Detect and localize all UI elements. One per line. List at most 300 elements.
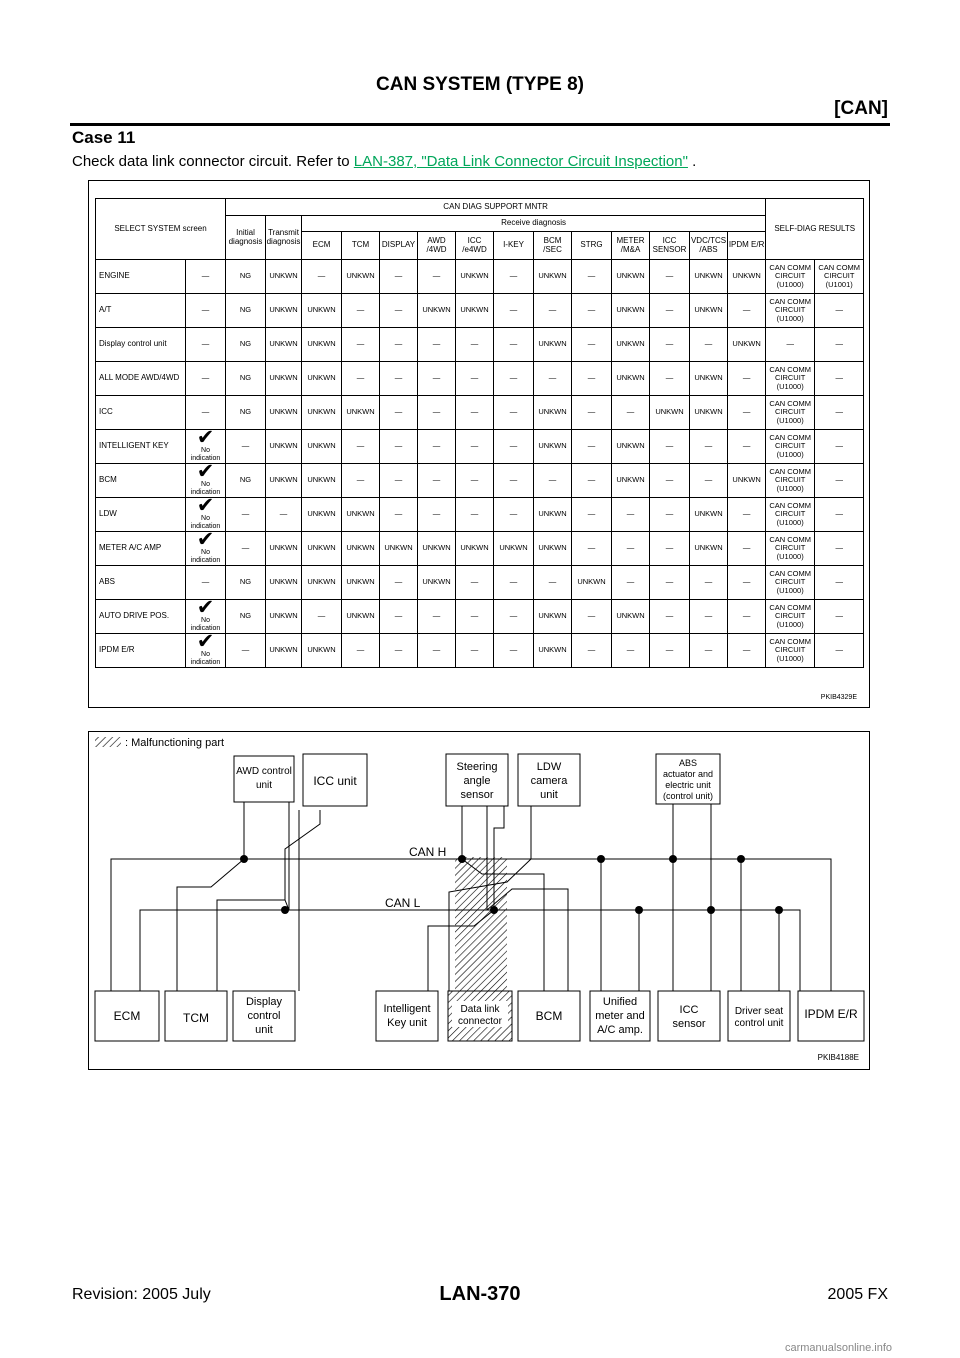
self-diag-cell: CAN COMM CIRCUIT (U1000)	[766, 566, 815, 600]
receive-cell: —	[342, 328, 380, 362]
abs-actuator-unit	[656, 754, 720, 804]
diagram-image-code: PKIB4188E	[817, 1053, 859, 1062]
receive-cell: —	[650, 430, 690, 464]
receive-cell: UNKWN	[456, 532, 494, 566]
receive-cell: —	[650, 498, 690, 532]
receive-cell: UNKWN	[380, 532, 418, 566]
self-diag-cell: CAN COMM CIRCUIT (U1000)	[766, 600, 815, 634]
receive-cell: —	[650, 600, 690, 634]
table-row	[96, 294, 864, 328]
receive-cell: UNKWN	[302, 362, 342, 396]
receive-column-header: VDC/TCS /ABS	[690, 232, 728, 260]
receive-cell: UNKWN	[534, 328, 572, 362]
initial-cell: —	[186, 260, 226, 294]
receive-column-header: TCM	[342, 232, 380, 260]
receive-cell: —	[380, 634, 418, 668]
system-name: BCM	[96, 464, 186, 498]
check-icon: ✔	[196, 531, 215, 551]
awd-control-unit	[234, 756, 294, 802]
table-row	[96, 396, 864, 430]
self-diag-cell: CAN COMM CIRCUIT (U1000)	[766, 260, 815, 294]
receive-cell: —	[494, 430, 534, 464]
receive-cell: —	[572, 600, 612, 634]
receive-cell: UNKWN	[534, 600, 572, 634]
awd-line-2: unit	[255, 780, 273, 791]
receive-cell: UNKWN	[342, 566, 380, 600]
transmit-cell: NG	[226, 328, 266, 362]
receive-cell: UNKWN	[690, 396, 728, 430]
initial-ok-cell	[186, 464, 226, 498]
self-diag-cell: —	[815, 328, 864, 362]
receive-cell: —	[572, 532, 612, 566]
receive-cell: UNKWN	[266, 328, 302, 362]
receive-cell: UNKWN	[418, 294, 456, 328]
receive-cell: —	[380, 464, 418, 498]
receive-cell: —	[380, 566, 418, 600]
instruction-suffix: .	[687, 153, 697, 170]
receive-cell: UNKWN	[612, 294, 650, 328]
receive-cell: —	[534, 464, 572, 498]
receive-cell: UNKWN	[266, 294, 302, 328]
can-diagnosis-table	[95, 198, 864, 668]
model-year: 2005 FX	[827, 1286, 888, 1303]
initial-diagnosis-header: Initial diagnosis	[226, 216, 266, 260]
initial-ok-cell	[186, 498, 226, 532]
receive-cell: UNKWN	[266, 430, 302, 464]
receive-column-header: BCM /SEC	[534, 232, 572, 260]
legend-hatch-swatch	[95, 737, 121, 747]
icc-unit	[303, 754, 367, 806]
receive-cell: —	[418, 430, 456, 464]
initial-cell: —	[186, 396, 226, 430]
receive-cell: —	[572, 328, 612, 362]
transmit-cell: NG	[226, 294, 266, 328]
receive-cell: UNKWN	[302, 566, 342, 600]
reference-link[interactable]: LAN-387, "Data Link Connector Circuit Inspection"	[353, 153, 688, 170]
table-row	[96, 498, 864, 532]
transmit-cell: NG	[226, 396, 266, 430]
receive-cell: UNKWN	[342, 260, 380, 294]
receive-cell: UNKWN	[534, 260, 572, 294]
receive-cell: —	[456, 464, 494, 498]
receive-cell: UNKWN	[534, 498, 572, 532]
self-diag-cell: CAN COMM CIRCUIT (U1000)	[766, 498, 815, 532]
receive-cell: UNKWN	[302, 634, 342, 668]
system-name: LDW	[96, 498, 186, 532]
receive-cell: UNKWN	[534, 430, 572, 464]
check-icon: ✔	[196, 429, 215, 449]
table-row	[96, 600, 864, 634]
no-indication-label: No indication	[190, 616, 221, 632]
abs-line-4: (control unit)	[662, 791, 714, 801]
self-diag-cell: —	[815, 362, 864, 396]
receive-cell: —	[690, 600, 728, 634]
initial-cell: —	[186, 294, 226, 328]
self-diag-cell: —	[815, 600, 864, 634]
self-diag-cell: CAN COMM CIRCUIT (U1000)	[766, 634, 815, 668]
receive-cell: —	[494, 294, 534, 328]
receive-cell: UNKWN	[612, 260, 650, 294]
steering-line-1: Steering	[456, 761, 498, 773]
self-diag-cell: CAN COMM CIRCUIT (U1000)	[766, 396, 815, 430]
receive-cell: —	[266, 498, 302, 532]
self-diag-header: SELF-DIAG RESULTS	[766, 199, 864, 260]
case-title: Case 11	[72, 128, 136, 147]
no-indication-label: No indication	[190, 650, 221, 666]
receive-cell: UNKWN	[342, 396, 380, 430]
receive-cell: —	[456, 566, 494, 600]
self-diag-cell: —	[815, 396, 864, 430]
receive-diagnosis-header: Receive diagnosis	[302, 216, 766, 232]
receive-cell: —	[494, 328, 534, 362]
initial-cell: —	[186, 362, 226, 396]
receive-cell: —	[690, 566, 728, 600]
system-name: IPDM E/R	[96, 634, 186, 668]
ldw-line-2: camera	[530, 775, 568, 787]
self-diag-cell: —	[815, 498, 864, 532]
steering-line-3: sensor	[460, 789, 494, 801]
receive-cell: UNKWN	[302, 294, 342, 328]
receive-extra-cell: —	[728, 566, 766, 600]
table-row	[96, 566, 864, 600]
receive-cell: UNKWN	[302, 464, 342, 498]
receive-cell: —	[650, 566, 690, 600]
display-line-2: control	[247, 1010, 281, 1022]
table-row	[96, 260, 864, 294]
receive-cell: —	[612, 498, 650, 532]
receive-cell: —	[418, 464, 456, 498]
steering-line-2: angle	[463, 775, 491, 787]
check-icon: ✔	[196, 599, 215, 619]
receive-extra-cell: —	[728, 532, 766, 566]
meter-line-2: meter and	[595, 1010, 645, 1022]
system-name: A/T	[96, 294, 186, 328]
receive-cell: —	[690, 634, 728, 668]
receive-cell: —	[456, 498, 494, 532]
page-title: CAN SYSTEM (TYPE 8)	[376, 74, 584, 95]
meter-line-3: A/C amp.	[597, 1024, 643, 1036]
receive-cell: —	[342, 430, 380, 464]
transmit-cell: NG	[226, 362, 266, 396]
receive-cell: UNKWN	[456, 260, 494, 294]
display-line-1: Display	[245, 996, 283, 1008]
receive-column-header: ICC /e4WD	[456, 232, 494, 260]
receive-cell: —	[380, 600, 418, 634]
table-row	[96, 362, 864, 396]
bcm-label: BCM	[535, 1009, 563, 1023]
image-code: PKIB4329E	[820, 694, 857, 701]
receive-cell: —	[380, 260, 418, 294]
receive-cell: —	[612, 532, 650, 566]
ldw-line-1: LDW	[536, 761, 562, 773]
can-wiring-diagram	[88, 731, 870, 1070]
receive-cell: UNKWN	[534, 396, 572, 430]
initial-ok-cell	[186, 532, 226, 566]
self-diag-cell: —	[766, 328, 815, 362]
self-diag-cell: CAN COMM CIRCUIT (U1000)	[766, 430, 815, 464]
dlc-line-hatch	[455, 857, 507, 991]
transmit-cell: NG	[226, 464, 266, 498]
wiring-diagram-svg	[89, 732, 869, 1069]
receive-cell: UNKWN	[690, 362, 728, 396]
tcm-label: TCM	[183, 1011, 209, 1025]
system-name: ENGINE	[96, 260, 186, 294]
self-diag-cell: CAN COMM CIRCUIT (U1000)	[766, 464, 815, 498]
receive-cell: —	[572, 260, 612, 294]
system-name: ABS	[96, 566, 186, 600]
receive-cell: UNKWN	[266, 464, 302, 498]
icc-sensor-unit	[658, 991, 720, 1041]
receive-cell: —	[650, 260, 690, 294]
instruction-prefix: Check data link connector circuit. Refer to	[72, 153, 354, 170]
receive-cell: UNKWN	[612, 600, 650, 634]
receive-cell: UNKWN	[612, 430, 650, 464]
no-indication-label: No indication	[190, 446, 221, 462]
receive-cell: —	[418, 396, 456, 430]
self-diag-cell: CAN COMM CIRCUIT (U1000)	[766, 532, 815, 566]
icc-sensor-line-2: sensor	[672, 1018, 706, 1030]
receive-cell: UNKWN	[572, 566, 612, 600]
receive-cell: —	[650, 532, 690, 566]
self-diag-cell: —	[815, 294, 864, 328]
receive-cell: —	[494, 600, 534, 634]
no-indication-label: No indication	[190, 514, 221, 530]
can-diag-header: CAN DIAG SUPPORT MNTR	[226, 199, 766, 216]
system-name: METER A/C AMP	[96, 532, 186, 566]
receive-cell: —	[302, 600, 342, 634]
receive-cell: —	[418, 600, 456, 634]
transmit-cell: —	[226, 498, 266, 532]
self-diag-cell: —	[815, 634, 864, 668]
receive-extra-cell: UNKWN	[728, 328, 766, 362]
table-row	[96, 532, 864, 566]
receive-cell: —	[534, 566, 572, 600]
receive-cell: —	[690, 328, 728, 362]
abs-line-2: actuator and	[662, 769, 714, 779]
transmit-cell: NG	[226, 260, 266, 294]
transmit-cell: —	[226, 634, 266, 668]
receive-extra-cell: —	[728, 634, 766, 668]
receive-cell: —	[342, 634, 380, 668]
receive-cell: UNKWN	[494, 532, 534, 566]
receive-cell: UNKWN	[418, 532, 456, 566]
no-indication-label: No indication	[190, 480, 221, 496]
receive-cell: UNKWN	[302, 532, 342, 566]
can-l-label: CAN L	[385, 896, 421, 910]
receive-cell: —	[612, 566, 650, 600]
section-tag: [CAN]	[834, 98, 888, 119]
receive-cell: UNKWN	[342, 600, 380, 634]
receive-cell: —	[650, 362, 690, 396]
receive-cell: UNKWN	[266, 396, 302, 430]
receive-cell: UNKWN	[690, 260, 728, 294]
receive-cell: —	[572, 294, 612, 328]
dlc-line-2: connector	[458, 1016, 502, 1027]
receive-cell: UNKWN	[690, 294, 728, 328]
tcm-unit	[165, 991, 227, 1041]
table-row	[96, 464, 864, 498]
ldw-camera-unit	[518, 754, 580, 806]
receive-cell: UNKWN	[266, 260, 302, 294]
meter-line-1: Unified	[602, 996, 638, 1008]
receive-cell: UNKWN	[690, 532, 728, 566]
receive-cell: —	[494, 362, 534, 396]
transmit-cell: NG	[226, 566, 266, 600]
receive-cell: —	[418, 498, 456, 532]
receive-cell: —	[418, 362, 456, 396]
check-icon: ✔	[196, 463, 215, 483]
transmit-cell: —	[226, 430, 266, 464]
receive-cell: —	[690, 464, 728, 498]
instruction-text	[72, 153, 696, 170]
receive-cell: —	[456, 328, 494, 362]
system-name: INTELLIGENT KEY	[96, 430, 186, 464]
system-name: Display control unit	[96, 328, 186, 362]
receive-cell: —	[494, 396, 534, 430]
transmit-cell: —	[226, 532, 266, 566]
self-diag-cell: CAN COMM CIRCUIT (U1000)	[766, 362, 815, 396]
data-link-connector	[448, 991, 512, 1041]
receive-cell: —	[456, 600, 494, 634]
receive-cell: —	[456, 362, 494, 396]
system-name: AUTO DRIVE POS.	[96, 600, 186, 634]
receive-extra-cell: —	[728, 362, 766, 396]
no-indication-label: No indication	[190, 548, 221, 564]
ldw-line-3: unit	[540, 789, 558, 801]
icc-sensor-line-1: ICC	[679, 1004, 699, 1016]
junction-dots	[240, 855, 783, 914]
receive-cell: —	[572, 464, 612, 498]
system-name: ICC	[96, 396, 186, 430]
self-diag-cell: —	[815, 532, 864, 566]
receive-cell: UNKWN	[342, 532, 380, 566]
steering-angle-sensor	[446, 754, 508, 806]
receive-extra-cell: —	[728, 396, 766, 430]
awd-line-1: AWD control	[236, 766, 292, 777]
seat-line-1: Driver seat	[734, 1006, 784, 1017]
check-icon: ✔	[196, 633, 215, 653]
seat-line-2: control unit	[734, 1018, 784, 1029]
receive-column-header: STRG	[572, 232, 612, 260]
unified-meter-unit	[590, 991, 650, 1041]
select-system-header: SELECT SYSTEM screen	[96, 199, 226, 260]
receive-extra-cell: —	[728, 498, 766, 532]
dlc-line-1: Data link	[460, 1004, 500, 1015]
icc-unit-label: ICC unit	[313, 774, 357, 788]
receive-cell: UNKWN	[650, 396, 690, 430]
receive-cell: —	[572, 634, 612, 668]
receive-cell: —	[380, 328, 418, 362]
receive-cell: UNKWN	[612, 362, 650, 396]
initial-ok-cell	[186, 600, 226, 634]
display-line-3: unit	[255, 1024, 273, 1036]
receive-cell: UNKWN	[534, 532, 572, 566]
receive-cell: —	[418, 328, 456, 362]
receive-cell: —	[380, 498, 418, 532]
revision-date: Revision: 2005 July	[72, 1286, 211, 1303]
receive-column-header: ICC SENSOR	[650, 232, 690, 260]
receive-cell: —	[534, 362, 572, 396]
receive-cell: UNKWN	[302, 396, 342, 430]
system-name: ALL MODE AWD/4WD	[96, 362, 186, 396]
receive-cell: —	[418, 634, 456, 668]
receive-cell: UNKWN	[266, 566, 302, 600]
receive-extra-cell: —	[728, 600, 766, 634]
receive-cell: —	[380, 396, 418, 430]
receive-cell: —	[690, 430, 728, 464]
receive-cell: —	[494, 498, 534, 532]
receive-cell: —	[342, 294, 380, 328]
receive-cell: UNKWN	[266, 634, 302, 668]
receive-cell: UNKWN	[302, 498, 342, 532]
intelligent-key-unit	[376, 991, 438, 1041]
receive-extra-cell: UNKWN	[728, 464, 766, 498]
receive-cell: —	[380, 294, 418, 328]
table-row	[96, 430, 864, 464]
receive-cell: UNKWN	[612, 464, 650, 498]
can-h-label: CAN H	[409, 845, 447, 859]
receive-cell: —	[494, 566, 534, 600]
receive-column-header: I-KEY	[494, 232, 534, 260]
receive-cell: —	[494, 464, 534, 498]
receive-cell: UNKWN	[342, 498, 380, 532]
receive-cell: —	[456, 430, 494, 464]
receive-cell: UNKWN	[690, 498, 728, 532]
header-rule	[70, 123, 890, 126]
self-diag-cell: CAN COMM CIRCUIT (U1001)	[815, 260, 864, 294]
receive-cell: —	[534, 294, 572, 328]
receive-cell: —	[650, 294, 690, 328]
receive-cell: —	[456, 634, 494, 668]
receive-column-header: AWD /4WD	[418, 232, 456, 260]
receive-cell: —	[494, 260, 534, 294]
receive-cell: UNKWN	[266, 532, 302, 566]
receive-column-header: METER /M&A	[612, 232, 650, 260]
receive-cell: UNKWN	[266, 600, 302, 634]
receive-cell: UNKWN	[266, 362, 302, 396]
receive-cell: —	[650, 328, 690, 362]
abs-line-3: electric unit	[665, 780, 711, 790]
receive-cell: —	[650, 464, 690, 498]
receive-cell: —	[650, 634, 690, 668]
receive-cell: —	[342, 362, 380, 396]
initial-ok-cell	[186, 430, 226, 464]
self-diag-cell: —	[815, 430, 864, 464]
initial-cell: —	[186, 566, 226, 600]
bcm-unit	[518, 991, 580, 1041]
receive-cell: —	[572, 498, 612, 532]
receive-cell: UNKWN	[612, 328, 650, 362]
receive-cell: UNKWN	[534, 634, 572, 668]
receive-cell: —	[380, 362, 418, 396]
transmit-cell: NG	[226, 600, 266, 634]
receive-cell: —	[494, 634, 534, 668]
legend-label: : Malfunctioning part	[125, 737, 225, 749]
ikey-line-1: Intelligent	[383, 1003, 431, 1015]
receive-cell: UNKWN	[302, 328, 342, 362]
receive-cell: —	[342, 464, 380, 498]
ecm-unit	[95, 991, 159, 1041]
self-diag-cell: —	[815, 464, 864, 498]
receive-cell: —	[572, 362, 612, 396]
ipdm-label: IPDM E/R	[804, 1007, 858, 1021]
abs-line-1: ABS	[678, 758, 698, 768]
check-icon: ✔	[196, 497, 215, 517]
receive-extra-cell: UNKWN	[728, 260, 766, 294]
table-row	[96, 634, 864, 668]
receive-cell: —	[612, 396, 650, 430]
receive-cell: —	[456, 396, 494, 430]
